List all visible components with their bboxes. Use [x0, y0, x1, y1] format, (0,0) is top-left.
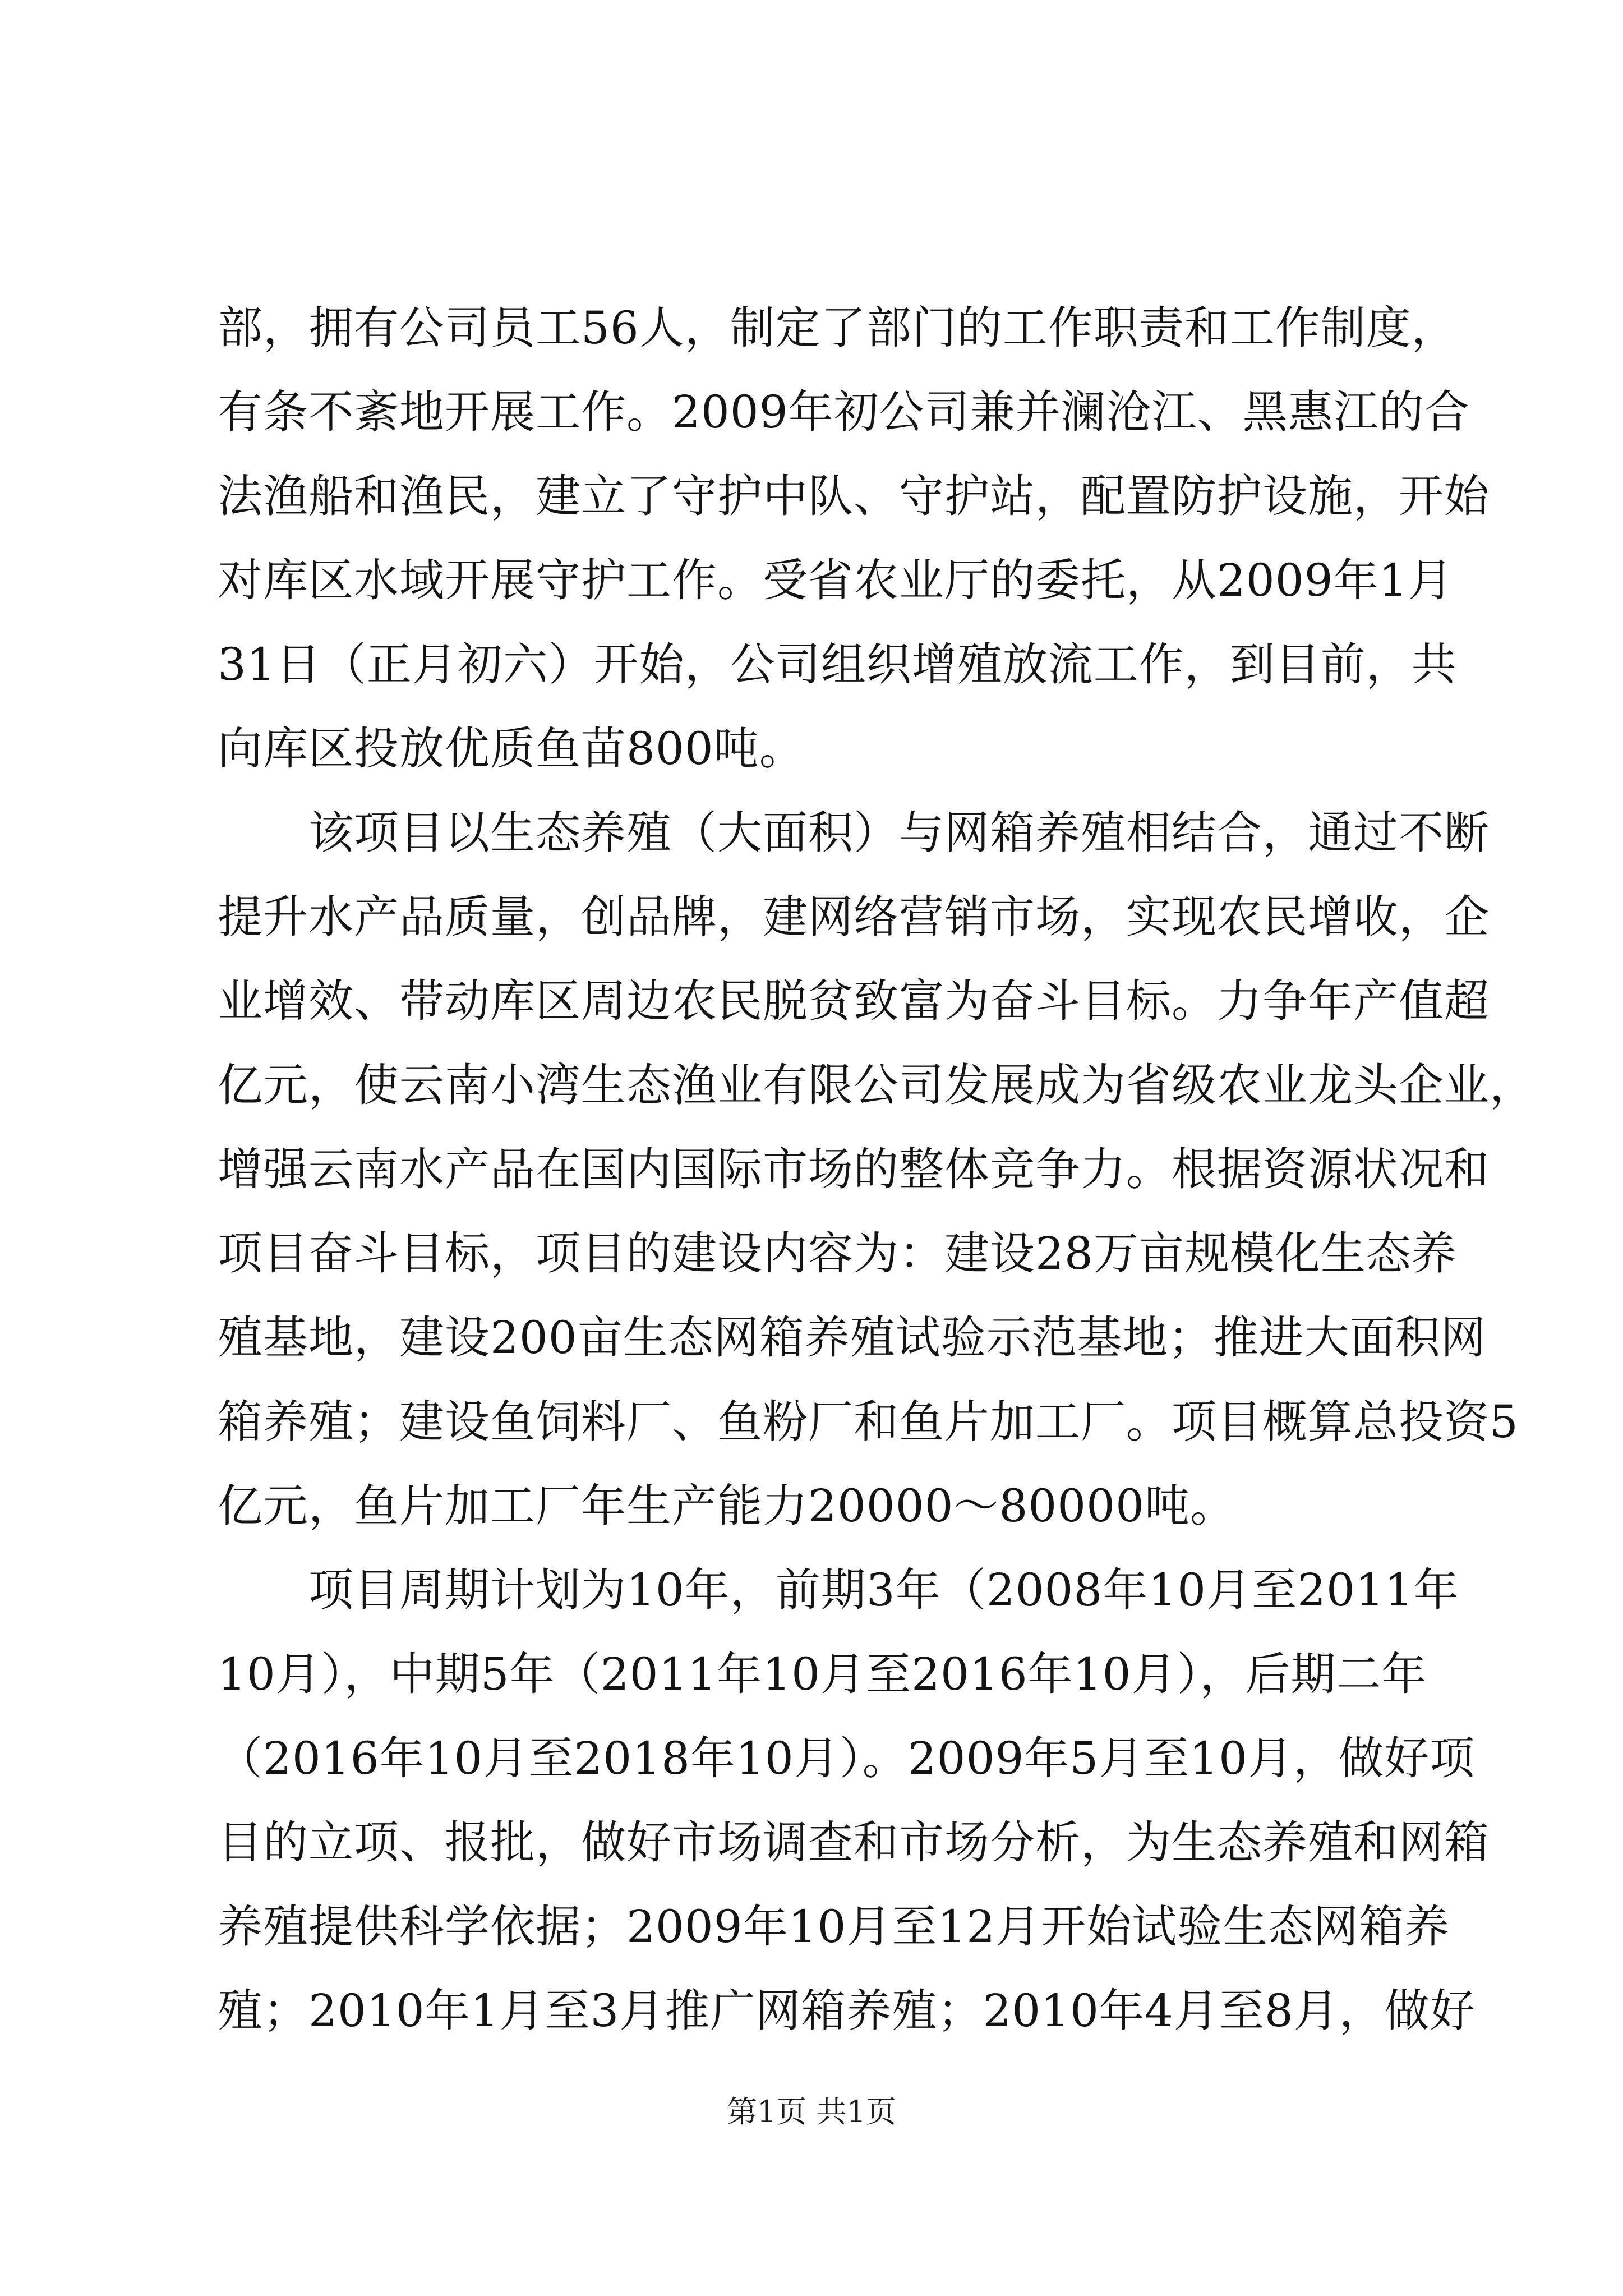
text-line: 有条不紊地开展工作。2009年初公司兼并澜沧江、黑惠江的合 — [218, 386, 1470, 438]
text-line: 亿元，鱼片加工厂年生产能力20000～80000吨。 — [218, 1480, 1235, 1532]
text-line: 亿元，使云南小湾生态渔业有限公司发展成为省级农业龙头企业， — [218, 1059, 1535, 1111]
text-line: （2016年10月至2018年10月）。2009年5月至10月，做好项 — [218, 1732, 1476, 1784]
text-line: 养殖提供科学依据；2009年10月至12月开始试验生态网箱养 — [218, 1901, 1450, 1953]
text-line: 箱养殖；建设鱼饲料厂、鱼粉厂和鱼片加工厂。项目概算总投资5 — [218, 1396, 1519, 1448]
text-line: 业增效、带动库区周边农民脱贫致富为奋斗目标。力争年产值超 — [218, 975, 1490, 1027]
page-number-footer: 第1页 共1页 — [727, 2094, 896, 2129]
text-line: 项目奋斗目标，项目的建设内容为：建设28万亩规模化生态养 — [218, 1227, 1457, 1280]
text-line: 提升水产品质量，创品牌，建网络营销市场，实现农民增收，企 — [218, 891, 1490, 943]
text-line: 法渔船和渔民，建立了守护中队、守护站，配置防护设施，开始 — [218, 470, 1490, 522]
paragraph-first-line: 该项目以生态养殖（大面积）与网箱养殖相结合，通过不断 — [308, 807, 1490, 859]
paragraph-first-line: 项目周期计划为10年，前期3年（2008年10月至2011年 — [308, 1564, 1459, 1616]
text-line: 10月），中期5年（2011年10月至2016年10月），后期二年 — [218, 1648, 1427, 1700]
text-line: 对库区水域开展守护工作。受省农业厅的委托，从2009年1月 — [218, 554, 1454, 606]
text-line: 增强云南水产品在国内国际市场的整体竞争力。根据资源状况和 — [218, 1143, 1490, 1195]
text-line: 31日（正月初六）开始，公司组织增殖放流工作，到目前，共 — [218, 638, 1457, 691]
text-line: 向库区投放优质鱼苗800吨。 — [218, 723, 805, 775]
text-line: 殖；2010年1月至3月推广网箱养殖；2010年4月至8月，做好 — [218, 1985, 1476, 2037]
text-line: 部，拥有公司员工56人，制定了部门的工作职责和工作制度， — [218, 302, 1457, 354]
text-line: 殖基地，建设200亩生态网箱养殖试验示范基地；推进大面积网 — [218, 1312, 1486, 1364]
text-line: 目的立项、报批，做好市场调查和市场分析，为生态养殖和网箱 — [218, 1816, 1490, 1869]
